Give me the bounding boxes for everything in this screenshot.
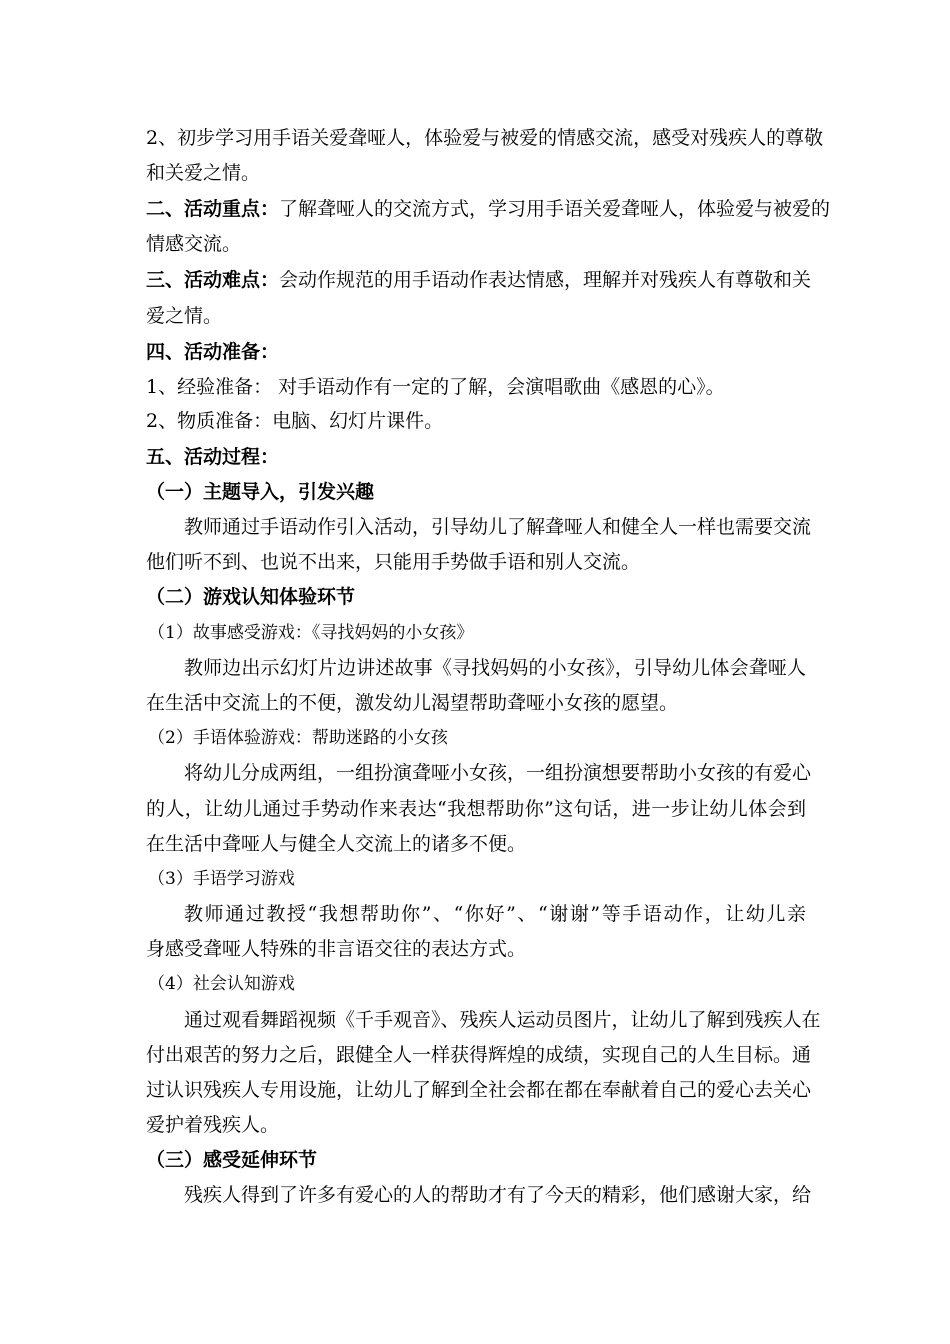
text-line: 2、物质准备：电脑、幻灯片课件。 bbox=[146, 410, 444, 432]
text-line: 爱护着残疾人。 bbox=[146, 1114, 280, 1136]
text-line: 和关爱之情。 bbox=[146, 162, 261, 184]
text-line: 他们听不到、也说不出来，只能用手势做手语和别人交流。 bbox=[146, 551, 641, 573]
text-line: 身感受聋哑人特殊的非言语交往的表达方式。 bbox=[146, 938, 527, 960]
text-line: 教师通过手语动作引入活动，引导幼儿了解聋哑人和健全人一样也需要交流 bbox=[184, 516, 812, 538]
heading-text: 了解聋哑人的交流方式，学习用手语关爱聋哑人，体验爱与被爱的 bbox=[279, 198, 831, 220]
heading-label: 三、活动难点： bbox=[146, 269, 280, 291]
heading-label: 二、活动重点： bbox=[146, 198, 280, 220]
text-line: 通过观看舞蹈视频《千手观音》、残疾人运动员图片，让幼儿了解到残疾人在 bbox=[184, 1009, 821, 1031]
game-title: （3）手语学习游戏 bbox=[148, 869, 295, 889]
game-title: （4）社会认知游戏 bbox=[148, 974, 295, 994]
text-line: 在生活中交流上的不便，激发幼儿渴望帮助聋哑小女孩的愿望。 bbox=[146, 692, 679, 714]
section-heading-process: 五、活动过程： bbox=[146, 446, 280, 468]
text-line: 的人，让幼儿通过手势动作来表达“我想帮助你”这句话，进一步让幼儿体会到 bbox=[146, 798, 806, 820]
text-line: 过认识残疾人专用设施，让幼儿了解到全社会都在都在奉献着自己的爱心去关心 bbox=[146, 1079, 812, 1101]
text-line: 爱之情。 bbox=[146, 305, 223, 327]
text-line: 付出艰苦的努力之后，跟健全人一样获得辉煌的成绩，实现自己的人生目标。通 bbox=[146, 1044, 812, 1066]
text-line: 残疾人得到了许多有爱心的人的帮助才有了今天的精彩，他们感谢大家，给 bbox=[184, 1184, 812, 1206]
section-heading-key-points bbox=[146, 197, 831, 221]
text-line: 情感交流。 bbox=[146, 233, 242, 255]
section-heading-preparation: 四、活动准备： bbox=[146, 341, 280, 363]
subsection-heading: （一）主题导入，引发兴趣 bbox=[146, 481, 375, 503]
text-line: 教师边出示幻灯片边讲述故事《寻找妈妈的小女孩》，引导幼儿体会聋哑人 bbox=[184, 657, 806, 679]
text-line: 2、初步学习用手语关爱聋哑人，体验爱与被爱的情感交流，感受对残疾人的尊敬 bbox=[146, 127, 824, 149]
game-title: （2）手语体验游戏：帮助迷路的小女孩 bbox=[148, 728, 448, 748]
text-line: 1、经验准备： 对手语动作有一定的了解，会演唱歌曲《感恩的心》。 bbox=[146, 376, 725, 398]
game-title: （1）故事感受游戏：《寻找妈妈的小女孩》 bbox=[148, 623, 474, 643]
section-heading-difficulties bbox=[146, 268, 812, 292]
text-line: 在生活中聋哑人与健全人交流上的诸多不便。 bbox=[146, 833, 527, 855]
text-line: 将幼儿分成两组，一组扮演聋哑小女孩，一组扮演想要帮助小女孩的有爱心 bbox=[184, 762, 812, 784]
subsection-heading: （二）游戏认知体验环节 bbox=[146, 586, 356, 608]
heading-text: 会动作规范的用手语动作表达情感，理解并对残疾人有尊敬和关 bbox=[279, 269, 812, 291]
text-line: 教师通过教授“我想帮助你”、“你好”、“谢谢”等手语动作，让幼儿亲 bbox=[184, 903, 806, 925]
subsection-heading: （三）感受延伸环节 bbox=[146, 1149, 318, 1171]
